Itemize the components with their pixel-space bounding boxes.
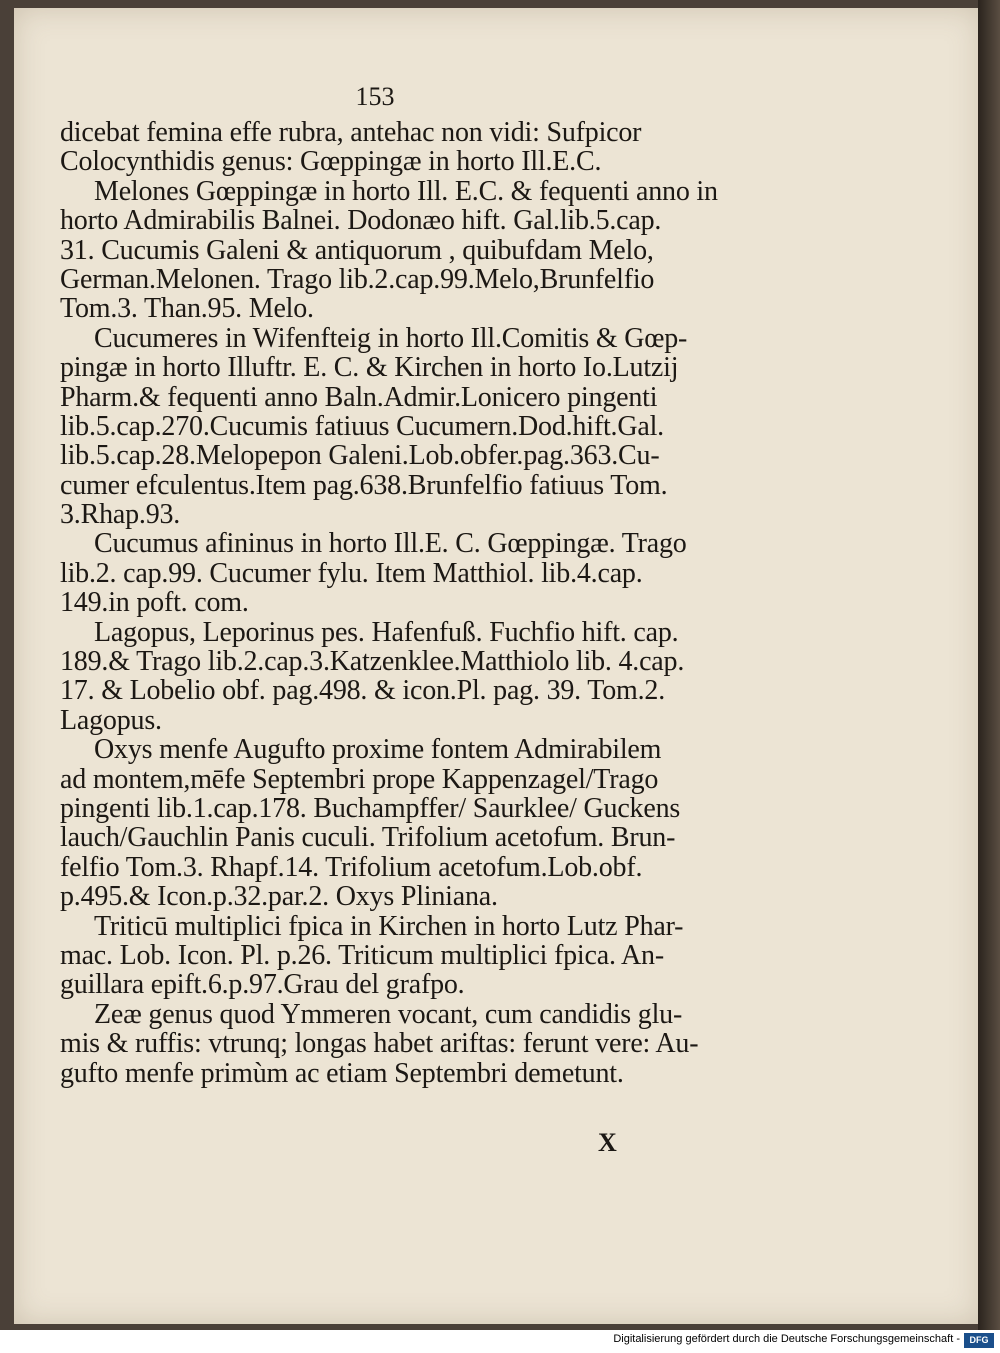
text-line: Cucumus afininus in horto Ill.E. C. Gœppingæ. Trago <box>94 528 687 560</box>
page-number: 153 <box>355 82 395 111</box>
text-line: guillara epift.6.p.97.Grau del grafpo. <box>60 969 465 1001</box>
text-line: gufto menfe primùm ac etiam Septembri demetunt. <box>60 1057 624 1089</box>
text-line: Zeæ genus quod Ymmeren vocant, cum candidis glu- <box>94 998 683 1030</box>
text-line: German.Melonen. Trago lib.2.cap.99.Melo,Brunfelfio <box>60 263 655 295</box>
text-line: Oxys menfe Augufto proxime fontem Admirabilem <box>94 734 662 766</box>
text-line: mac. Lob. Icon. Pl. p.26. Triticum multiplici fpica. An- <box>60 939 664 971</box>
text-line: cumer efculentus.Item pag.638.Brunfelfio fatiuus Tom. <box>60 469 668 501</box>
dfg-logo-icon: DFG <box>964 1333 994 1348</box>
text-line: pingæ in horto Illuftr. E. C. & Kirchen in horto Io.Lutzij <box>60 352 679 384</box>
footer-bar <box>0 1330 1000 1353</box>
text-line: felfio Tom.3. Rhapf.14. Trifolium acetofum.Lob.obf. <box>60 851 643 883</box>
text-line: Lagopus. <box>60 704 162 736</box>
book-edge <box>978 0 1000 1330</box>
text-line: pingenti lib.1.cap.178. Buchampffer/ Saurklee/ Guckens <box>60 792 681 824</box>
text-line: lib.5.cap.28.Melopepon Galeni.Lob.obfer.pag.363.Cu- <box>60 440 660 472</box>
funding-credit: Digitalisierung gefördert durch die Deutsche Forschungsgemeinschaft - <box>613 1333 960 1345</box>
text-line: Melones Gœppingæ in horto Ill. E.C. & fequenti anno in <box>94 175 718 207</box>
text-line: Lagopus, Leporinus pes. Hafenfuß. Fuchfio hift. cap. <box>94 616 679 648</box>
catchword: X <box>598 1128 617 1157</box>
text-line: Triticū multiplici fpica in Kirchen in horto Lutz Phar- <box>94 910 684 942</box>
text-line: lib.5.cap.270.Cucumis fatiuus Cucumern.Dod.hift.Gal. <box>60 410 664 442</box>
text-line: 17. & Lobelio obf. pag.498. & icon.Pl. pag. 39. Tom.2. <box>60 675 666 707</box>
text-line: Tom.3. Than.95. Melo. <box>60 293 314 325</box>
text-line: Colocynthidis genus: Gœppingæ in horto Ill.E.C. <box>60 146 602 178</box>
text-line: dicebat femina effe rubra, antehac non vidi: Sufpicor <box>60 117 642 148</box>
body-text <box>60 117 718 1089</box>
text-line: Cucumeres in Wifenfteig in horto Ill.Comitis & Gœp- <box>94 322 688 354</box>
text-line: horto Admirabilis Balnei. Dodonæo hift. Gal.lib.5.cap. <box>60 205 662 237</box>
text-line: 149.in poft. com. <box>60 587 249 619</box>
text-line: lib.2. cap.99. Cucumer fylu. Item Matthiol. lib.4.cap. <box>60 557 643 589</box>
text-line: mis & ruffis: vtrunq; longas habet ariftas: ferunt vere: Au- <box>60 1028 699 1060</box>
text-line: ad montem,mēfe Septembri prope Kappenzagel/Trago <box>60 763 659 795</box>
text-line: 3.Rhap.93. <box>60 499 181 531</box>
text-line: Pharm.& fequenti anno Baln.Admir.Lonicero pingenti <box>60 381 658 413</box>
text-line: lauch/Gauchlin Panis cuculi. Trifolium acetofum. Brun- <box>60 822 676 854</box>
text-line: 189.& Trago lib.2.cap.3.Katzenklee.Matthiolo lib. 4.cap. <box>60 646 685 678</box>
text-line: 31. Cucumis Galeni & antiquorum , quibufdam Melo, <box>60 234 654 266</box>
text-line: p.495.& Icon.p.32.par.2. Oxys Pliniana. <box>60 881 498 913</box>
